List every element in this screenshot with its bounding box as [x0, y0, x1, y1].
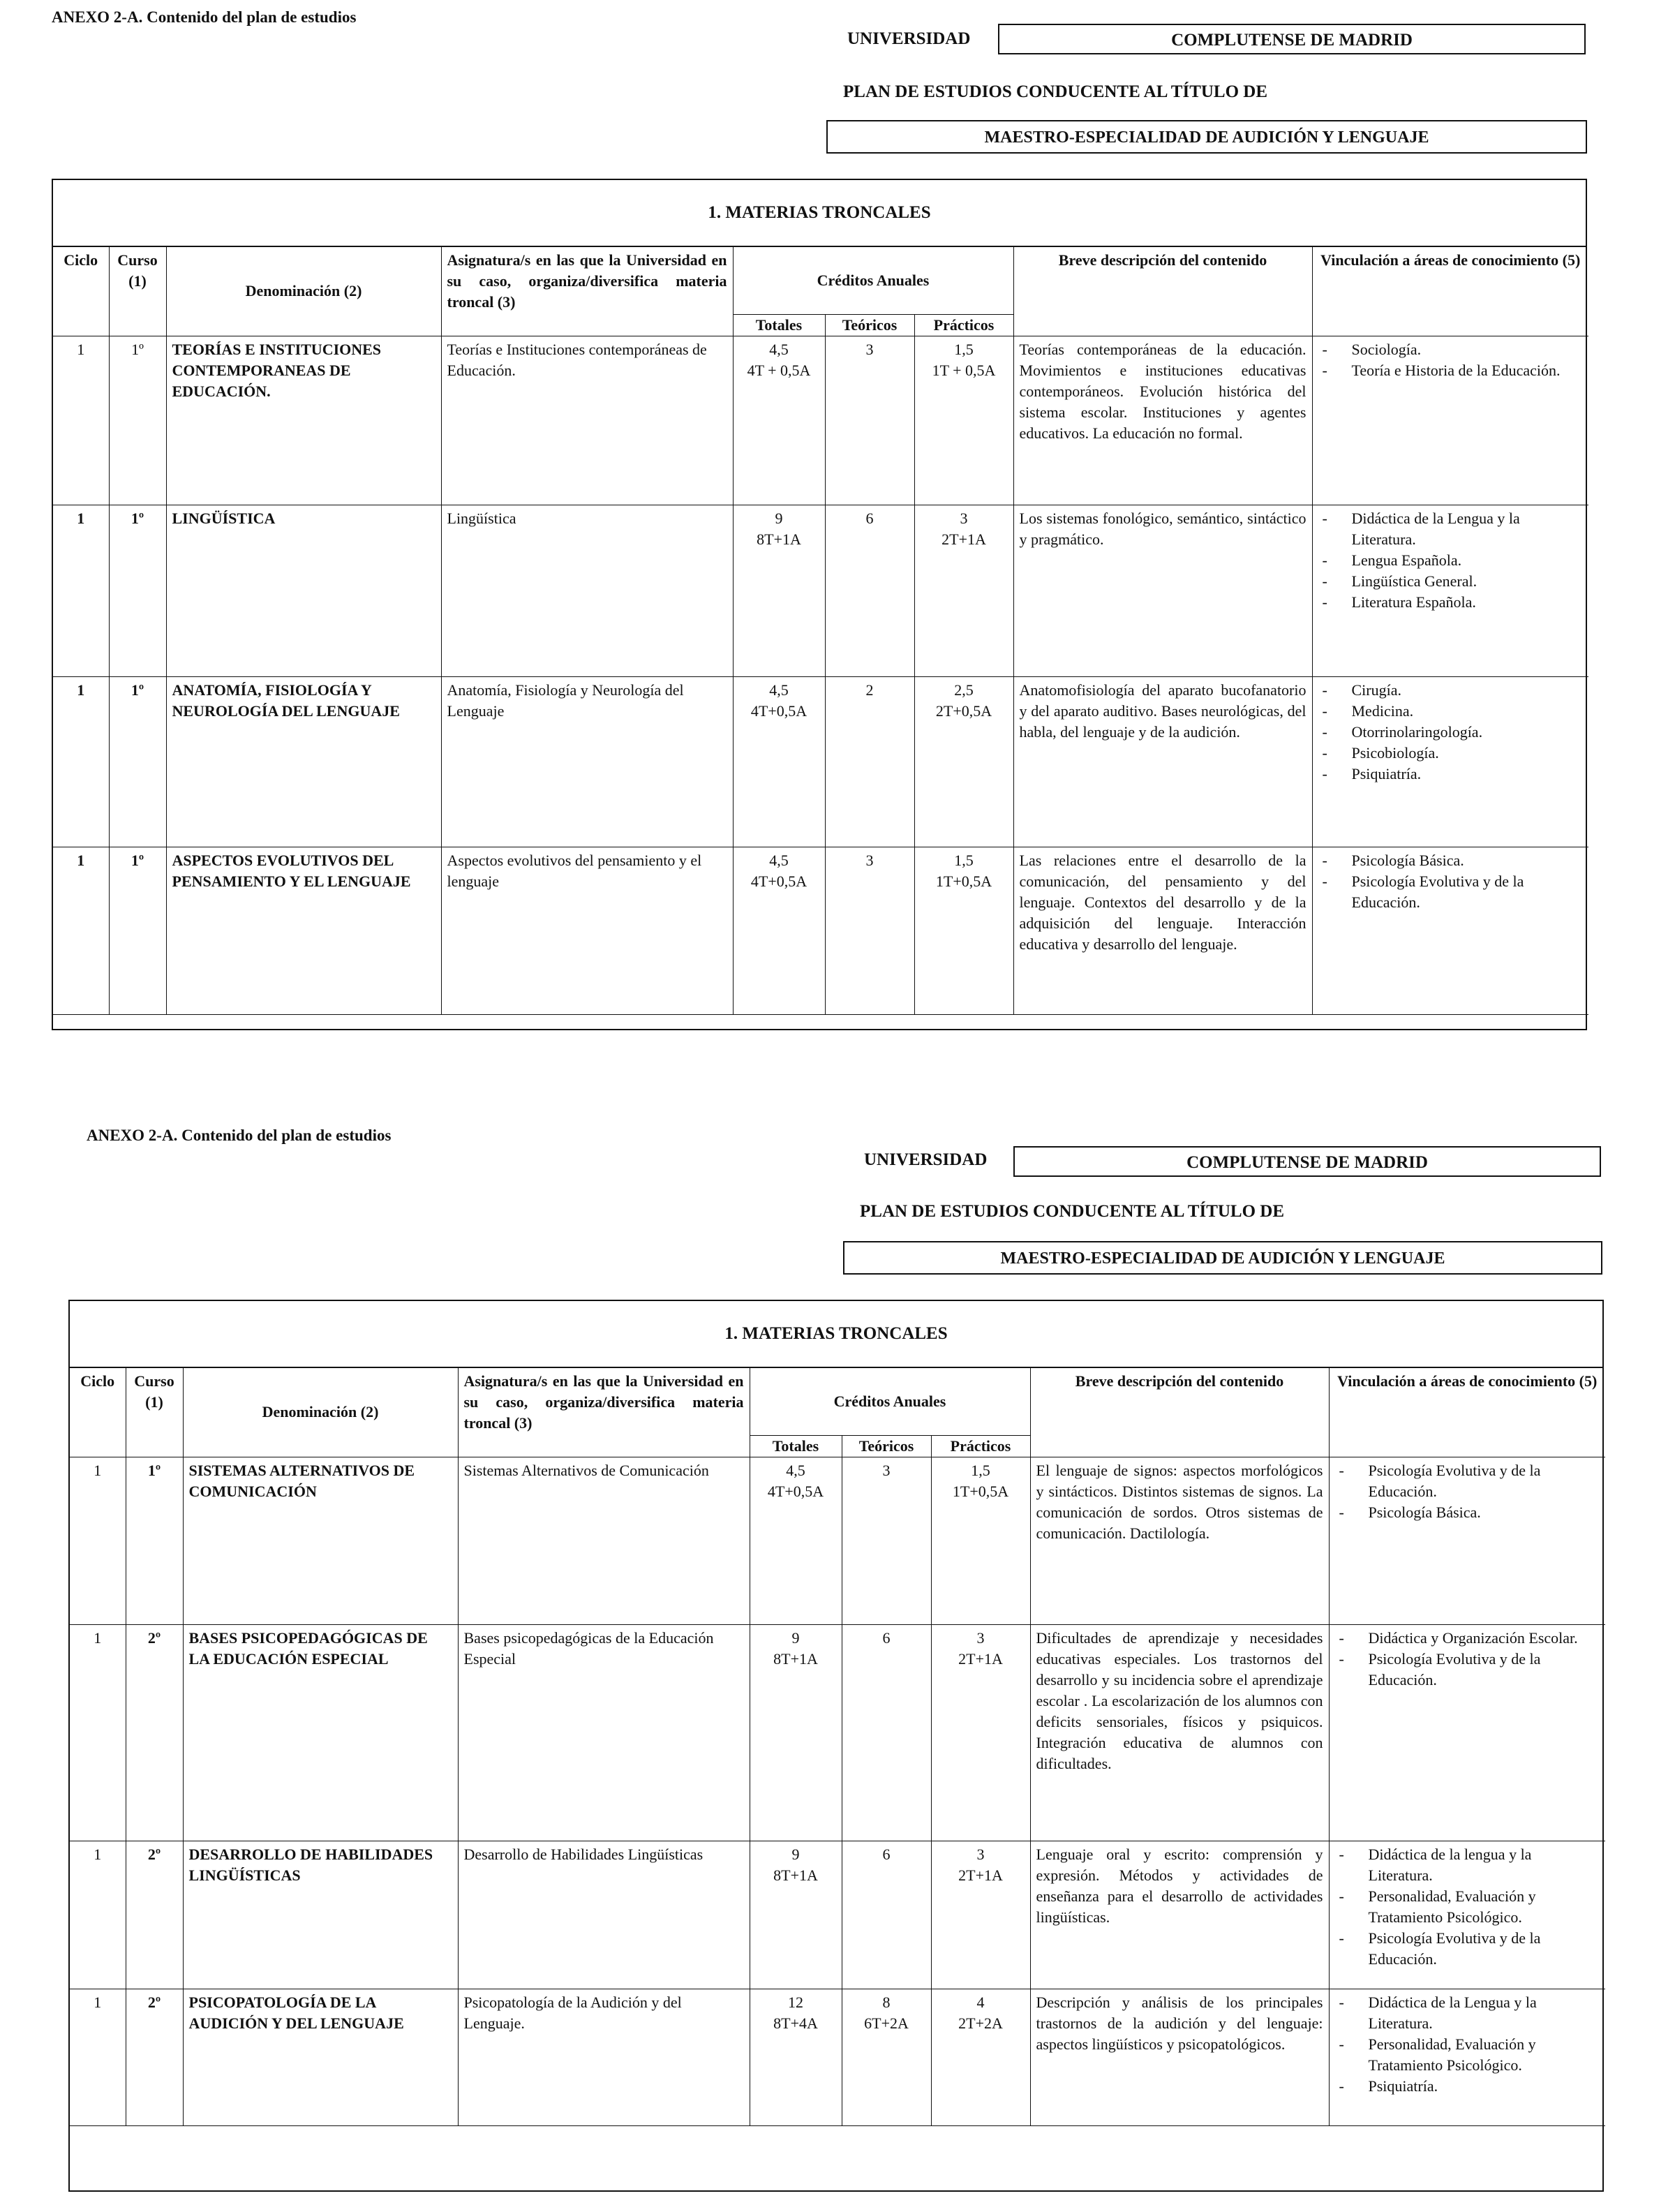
area-item: - Psiquiatría.	[1335, 2076, 1600, 2097]
cell-denominacion: BASES PSICOPEDAGÓGICAS DE LA EDUCACIÓN ESPECIAL	[183, 1624, 458, 1841]
cell-curso: 2º	[126, 1841, 183, 1989]
area-item: - Otorrinolaringología.	[1318, 722, 1584, 743]
table-row	[53, 847, 1588, 1014]
cell-areas	[1312, 847, 1588, 1014]
area-item: - Cirugía.	[1318, 680, 1584, 701]
cell-ciclo: 1	[53, 847, 109, 1014]
practicos-split: 2T+1A	[958, 1866, 1003, 1884]
cell-curso: 1º	[126, 1457, 183, 1624]
universidad-label: UNIVERSIDAD	[864, 1150, 988, 1169]
cell-ciclo: 1	[70, 1624, 126, 1841]
cell-areas	[1329, 1457, 1605, 1624]
area-item: - Personalidad, Evaluación y Tratamiento Psicológico.	[1335, 2034, 1600, 2076]
cell-practicos	[914, 336, 1013, 505]
header-teoricos: Teóricos	[842, 1435, 931, 1457]
totales-value: 9	[791, 1845, 800, 1863]
cell-teoricos	[825, 336, 914, 505]
cell-totales	[750, 1457, 842, 1624]
totales-split: 4T+0,5A	[767, 1482, 824, 1500]
cell-practicos	[914, 676, 1013, 847]
area-item: - Literatura Española.	[1318, 592, 1584, 613]
practicos-split: 2T+1A	[941, 530, 986, 548]
cell-practicos	[931, 1841, 1030, 1989]
cell-asignatura: Lingüística	[441, 505, 733, 676]
area-item: - Psiquiatría.	[1318, 764, 1584, 785]
section-title: 1. MATERIAS TRONCALES	[53, 180, 1586, 247]
header-asignatura: Asignatura/s en las que la Universidad en su caso, organiza/diversifica materia troncal (3)	[441, 247, 733, 336]
cell-areas	[1329, 1989, 1605, 2125]
cell-areas	[1312, 505, 1588, 676]
plan-label: PLAN DE ESTUDIOS CONDUCENTE AL TÍTULO DE	[843, 82, 1268, 101]
area-item: - Lingüística General.	[1318, 571, 1584, 592]
cell-curso: 1º	[109, 336, 166, 505]
totales-split: 8T+1A	[773, 1649, 818, 1668]
cell-curso: 1º	[109, 505, 166, 676]
table-row	[53, 336, 1588, 505]
cell-teoricos	[842, 1457, 931, 1624]
practicos-split: 1T+0,5A	[952, 1482, 1009, 1500]
teoricos-value: 3	[865, 851, 874, 869]
cell-denominacion: LINGÜÍSTICA	[166, 505, 441, 676]
teoricos-value: 2	[865, 681, 874, 699]
cell-teoricos	[842, 1841, 931, 1989]
header-creditos: Créditos Anuales	[750, 1368, 1030, 1435]
practicos-value: 2,5	[954, 681, 974, 699]
totales-split: 4T+0,5A	[750, 702, 807, 720]
header-teoricos: Teóricos	[825, 314, 914, 336]
cell-descripcion: Los sistemas fonológico, semántico, sintáctico y pragmático.	[1013, 505, 1312, 676]
cell-denominacion: SISTEMAS ALTERNATIVOS DE COMUNICACIÓN	[183, 1457, 458, 1624]
universidad-field: COMPLUTENSE DE MADRID	[1013, 1146, 1601, 1177]
header-creditos: Créditos Anuales	[733, 247, 1013, 314]
cell-areas	[1312, 336, 1588, 505]
cell-ciclo: 1	[70, 1989, 126, 2125]
header-practicos: Prácticos	[914, 314, 1013, 336]
header-denominacion: Denominación (2)	[166, 247, 441, 336]
practicos-split: 1T+0,5A	[935, 872, 992, 890]
area-item: - Medicina.	[1318, 701, 1584, 722]
cell-totales	[750, 1624, 842, 1841]
cell-totales	[733, 336, 825, 505]
cell-totales	[750, 1841, 842, 1989]
materias-table-1	[52, 179, 1587, 1030]
cell-practicos	[914, 505, 1013, 676]
cell-asignatura: Teorías e Instituciones contemporáneas de Educación.	[441, 336, 733, 505]
header-ciclo: Ciclo	[53, 247, 109, 336]
cell-descripcion: Lenguaje oral y escrito: comprensión y expresión. Métodos y actividades de enseñanza para el desarrollo de actividades lingüísticas.	[1030, 1841, 1329, 1989]
practicos-value: 1,5	[954, 851, 974, 869]
universidad-label: UNIVERSIDAD	[847, 29, 971, 48]
cell-ciclo: 1	[53, 676, 109, 847]
header-asignatura: Asignatura/s en las que la Universidad en su caso, organiza/diversifica materia troncal (3)	[458, 1368, 750, 1457]
universidad-field: COMPLUTENSE DE MADRID	[998, 24, 1586, 54]
practicos-value: 3	[960, 509, 968, 527]
cell-curso: 1º	[109, 847, 166, 1014]
area-item: - Psicología Básica.	[1318, 850, 1584, 871]
cell-descripcion: Teorías contemporáneas de la educación. Movimientos e instituciones educativas contemporáneos. Evolución histórica del sistema escolar. Instituciones y agentes educativos. La educación no formal.	[1013, 336, 1312, 505]
materias-table-2	[68, 1300, 1604, 2192]
area-item: - Psicología Básica.	[1335, 1502, 1600, 1523]
header-totales: Totales	[750, 1435, 842, 1457]
header-totales: Totales	[733, 314, 825, 336]
area-item: - Didáctica de la Lengua y la Literatura.	[1335, 1992, 1600, 2034]
cell-descripcion: Anatomofisiología del aparato bucofanatorio y del aparato auditivo. Bases neurológicas, del habla, del lenguaje y de la audición.	[1013, 676, 1312, 847]
cell-asignatura: Bases psicopedagógicas de la Educación Especial	[458, 1624, 750, 1841]
header-denominacion: Denominación (2)	[183, 1368, 458, 1457]
header-descripcion: Breve descripción del contenido	[1030, 1368, 1329, 1457]
header-practicos: Prácticos	[931, 1435, 1030, 1457]
cell-curso: 1º	[109, 676, 166, 847]
practicos-split: 1T + 0,5A	[932, 361, 996, 379]
cell-ciclo: 1	[53, 505, 109, 676]
materias-grid	[53, 247, 1588, 1015]
area-item: - Personalidad, Evaluación y Tratamiento Psicológico.	[1335, 1886, 1600, 1928]
practicos-value: 4	[976, 1993, 985, 2011]
area-item: - Psicología Evolutiva y de la Educación.	[1335, 1460, 1600, 1502]
area-item: - Psicobiología.	[1318, 743, 1584, 764]
totales-value: 4,5	[769, 681, 789, 699]
area-item: - Teoría e Historia de la Educación.	[1318, 360, 1584, 381]
teoricos-value: 3	[865, 340, 874, 358]
cell-asignatura: Aspectos evolutivos del pensamiento y el lenguaje	[441, 847, 733, 1014]
totales-value: 4,5	[786, 1461, 805, 1479]
cell-ciclo: 1	[53, 336, 109, 505]
totales-value: 4,5	[769, 340, 789, 358]
totales-value: 9	[791, 1628, 800, 1647]
cell-teoricos	[842, 1624, 931, 1841]
cell-ciclo: 1	[70, 1457, 126, 1624]
table-row	[53, 505, 1588, 676]
area-item: - Lengua Española.	[1318, 550, 1584, 571]
table-row	[70, 1989, 1605, 2125]
header-curso: Curso (1)	[126, 1368, 183, 1457]
cell-practicos	[914, 847, 1013, 1014]
totales-split: 8T+1A	[773, 1866, 818, 1884]
cell-areas	[1329, 1624, 1605, 1841]
cell-totales	[733, 676, 825, 847]
cell-teoricos	[825, 505, 914, 676]
cell-denominacion: DESARROLLO DE HABILIDADES LINGÜÍSTICAS	[183, 1841, 458, 1989]
teoricos-split: 6T+2A	[864, 2014, 909, 2032]
section-title: 1. MATERIAS TRONCALES	[70, 1301, 1602, 1368]
area-item: - Psicología Evolutiva y de la Educación.	[1335, 1649, 1600, 1691]
cell-descripcion: El lenguaje de signos: aspectos morfológicos y sintácticos. Distintos sistemas de signos. La comunicación de sordos. Otros sistemas de comunicación. Dactilología.	[1030, 1457, 1329, 1624]
totales-split: 8T+4A	[773, 2014, 818, 2032]
table-row	[70, 1624, 1605, 1841]
cell-totales	[750, 1989, 842, 2125]
practicos-value: 1,5	[954, 340, 974, 358]
teoricos-value: 6	[882, 1845, 891, 1863]
cell-curso: 2º	[126, 1624, 183, 1841]
table-row	[70, 1841, 1605, 1989]
titulo-field: MAESTRO-ESPECIALIDAD DE AUDICIÓN Y LENGUAJE	[826, 120, 1587, 154]
cell-totales	[733, 847, 825, 1014]
cell-totales	[733, 505, 825, 676]
table-row	[70, 1457, 1605, 1624]
cell-asignatura: Psicopatología de la Audición y del Lenguaje.	[458, 1989, 750, 2125]
cell-descripcion: Descripción y análisis de los principales trastornos de la audición y del lenguaje: aspectos lingüísticos y psicopatológicos.	[1030, 1989, 1329, 2125]
totales-split: 4T+0,5A	[750, 872, 807, 890]
totales-value: 12	[788, 1993, 803, 2011]
cell-practicos	[931, 1457, 1030, 1624]
cell-areas	[1329, 1841, 1605, 1989]
anexo-title: ANEXO 2-A. Contenido del plan de estudios	[87, 1127, 392, 1144]
practicos-value: 1,5	[971, 1461, 990, 1479]
area-item: - Didáctica de la Lengua y la Literatura.	[1318, 508, 1584, 550]
header-vinculacion: Vinculación a áreas de conocimiento (5)	[1312, 247, 1588, 336]
area-item: - Didáctica y Organización Escolar.	[1335, 1628, 1600, 1649]
cell-denominacion: ASPECTOS EVOLUTIVOS DEL PENSAMIENTO Y EL LENGUAJE	[166, 847, 441, 1014]
teoricos-value: 8	[882, 1993, 891, 2011]
teoricos-value: 6	[882, 1628, 891, 1647]
materias-grid	[70, 1368, 1605, 2126]
cell-asignatura: Anatomía, Fisiología y Neurología del Lenguaje	[441, 676, 733, 847]
header-ciclo: Ciclo	[70, 1368, 126, 1457]
anexo-title: ANEXO 2-A. Contenido del plan de estudios	[52, 8, 357, 26]
cell-asignatura: Sistemas Alternativos de Comunicación	[458, 1457, 750, 1624]
practicos-split: 2T+1A	[958, 1649, 1003, 1668]
cell-ciclo: 1	[70, 1841, 126, 1989]
cell-denominacion: ANATOMÍA, FISIOLOGÍA Y NEUROLOGÍA DEL LENGUAJE	[166, 676, 441, 847]
cell-denominacion: TEORÍAS E INSTITUCIONES CONTEMPORANEAS DE EDUCACIÓN.	[166, 336, 441, 505]
area-item: - Psicología Evolutiva y de la Educación.	[1335, 1928, 1600, 1970]
totales-split: 8T+1A	[757, 530, 801, 548]
cell-teoricos	[825, 847, 914, 1014]
cell-teoricos	[825, 676, 914, 847]
totales-split: 4T + 0,5A	[747, 361, 811, 379]
cell-descripcion: Las relaciones entre el desarrollo de la comunicación, del pensamiento y del lenguaje. Contextos del desarrollo y de la adquisición del lenguaje. Interacción educativa y desarrollo del lenguaje.	[1013, 847, 1312, 1014]
totales-value: 4,5	[769, 851, 789, 869]
cell-descripcion: Dificultades de aprendizaje y necesidades educativas especiales. Los trastornos del desarrollo y su incidencia sobre el aprendizaje escolar . La escolarización de los alumnos con deficits sensoriales, físicos y psiquicos. Integración educativa de alumnos con dificultades.	[1030, 1624, 1329, 1841]
cell-denominacion: PSICOPATOLOGÍA DE LA AUDICIÓN Y DEL LENGUAJE	[183, 1989, 458, 2125]
cell-areas	[1312, 676, 1588, 847]
teoricos-value: 3	[882, 1461, 891, 1479]
teoricos-value: 6	[865, 509, 874, 527]
cell-practicos	[931, 1624, 1030, 1841]
practicos-value: 3	[976, 1845, 985, 1863]
area-item: - Psicología Evolutiva y de la Educación.	[1318, 871, 1584, 913]
cell-teoricos	[842, 1989, 931, 2125]
titulo-field: MAESTRO-ESPECIALIDAD DE AUDICIÓN Y LENGUAJE	[843, 1241, 1602, 1275]
area-item: - Didáctica de la lengua y la Literatura.	[1335, 1844, 1600, 1886]
practicos-value: 3	[976, 1628, 985, 1647]
totales-value: 9	[775, 509, 783, 527]
practicos-split: 2T+0,5A	[935, 702, 992, 720]
cell-asignatura: Desarrollo de Habilidades Lingüísticas	[458, 1841, 750, 1989]
plan-label: PLAN DE ESTUDIOS CONDUCENTE AL TÍTULO DE	[860, 1202, 1285, 1221]
table-row	[53, 676, 1588, 847]
header-descripcion: Breve descripción del contenido	[1013, 247, 1312, 336]
practicos-split: 2T+2A	[958, 2014, 1003, 2032]
cell-practicos	[931, 1989, 1030, 2125]
header-curso: Curso (1)	[109, 247, 166, 336]
header-vinculacion: Vinculación a áreas de conocimiento (5)	[1329, 1368, 1605, 1457]
cell-curso: 2º	[126, 1989, 183, 2125]
area-item: - Sociología.	[1318, 339, 1584, 360]
